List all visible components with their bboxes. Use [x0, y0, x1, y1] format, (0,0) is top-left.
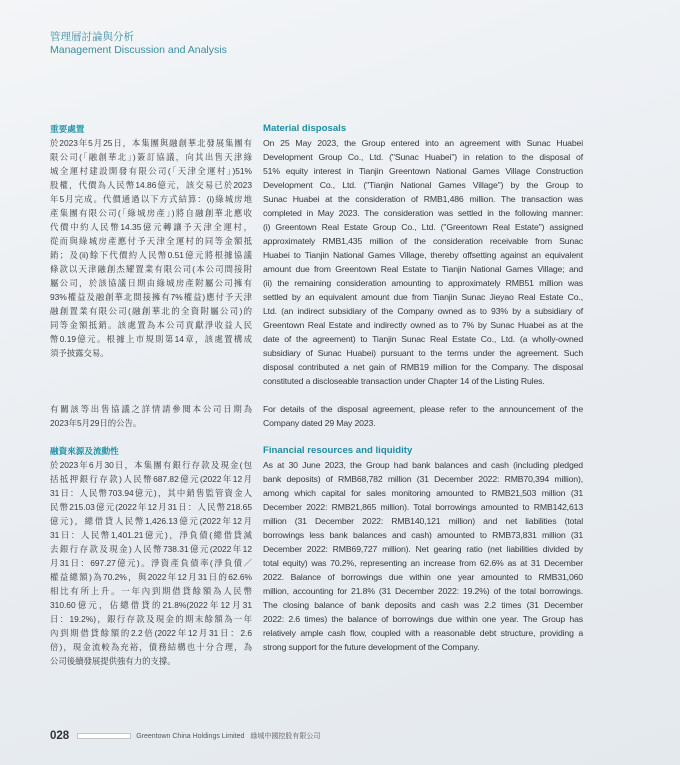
text-line: total equity) was 70.2%, representing an increase from 62.6% as at 31 December	[263, 558, 583, 568]
text-line: 2022: 2.6 times) the balance of borrowings due within one year. The Group has	[263, 614, 583, 624]
text-line: settled by an equivalent amount due from Tianjin Sunac Jieyao Real Estate Co.,	[263, 292, 583, 302]
text-line: 31日：人民幣1,401.21億元)，淨負債(總借貸減	[50, 530, 252, 540]
page-footer	[50, 729, 320, 743]
page-number: 028	[50, 730, 70, 742]
text-line: 2022. Balance of borrowings due within one year amounted to RMB31,060	[263, 572, 583, 582]
details-en	[263, 402, 583, 430]
section-heading: 融資來源及流動性	[50, 446, 119, 456]
text-line: Sunac Huabei at the consideration of RMB1,486 million. The transaction was	[263, 194, 583, 204]
text-line: 公司後續發展提供強有力的支撐。	[50, 656, 176, 666]
text-line: 括抵押銀行存款)人民幣687.82億元(2022年12月	[50, 474, 252, 484]
text-line: 同等金額抵銷。該處置為本公司貢獻淨收益人民	[50, 320, 252, 330]
text-line: 從而與綠城房產應付予天津全運村的同等金額抵	[50, 236, 252, 246]
paragraph	[263, 402, 583, 430]
text-line: On 25 May 2023, the Group entered into an agreement with Sunac Huabei	[263, 138, 583, 148]
text-line: 月31日：697.27億元)。淨資產負債率(淨負債／	[50, 558, 252, 568]
text-line: The closing balance of bank deposits and cash was 2.2 times (31 December	[263, 600, 583, 610]
text-line: among which capital for sales monitoring amounted to RMB21,503 million (31	[263, 488, 583, 498]
paragraph	[50, 402, 252, 430]
text-line: 股權，代價為人民幣14.86億元，該交易已於2023	[50, 180, 252, 190]
header-title-en: Management Discussion and Analysis	[50, 44, 227, 56]
section-heading: Material disposals	[263, 123, 347, 134]
text-line: 權益總額)為70.2%，與2022年12月31日的62.6%	[50, 572, 252, 582]
text-line: million (31 December 2022: RMB140,121 million) and net liabilities (total	[263, 516, 583, 526]
text-line: 代價中約人民幣14.35億元轉讓予天津全運村，	[50, 222, 252, 232]
text-line: 億元)，總借貸人民幣1,426.13億元(2022年12月	[50, 516, 252, 526]
text-line: 93%權益及融創華北間接擁有7%權益)應付予天津	[50, 292, 252, 302]
text-line: Company dated 29 May 2023.	[263, 418, 376, 428]
text-line: December 2022: RMB69,727 million). Net gearing ratio (net liabilities divided by	[263, 544, 583, 554]
text-line: 產集團有限公司(「綠城房產」)將自融創華北應收	[50, 208, 252, 218]
text-line: disposal contributed a net gain of RMB19 million for the Company. The disposal	[263, 362, 583, 372]
text-line: 有關該等出售協議之詳情請參閱本公司日期為	[50, 404, 252, 414]
disposal-zh	[50, 122, 252, 360]
details-zh	[50, 402, 252, 430]
text-line: For details of the disposal agreement, please refer to the announcement of the	[263, 404, 583, 414]
section-heading: Financial resources and liquidity	[263, 445, 413, 456]
text-line: 須予披露交易。	[50, 348, 109, 358]
text-line: (i) Greentown Real Estate Group Co., Ltd. ("Greentown Real Estate") assigned	[263, 222, 583, 232]
text-line: million, accounting for 21.8% (31 December 2022: 19.2%) of the total borrowings.	[263, 586, 583, 596]
running-header	[50, 31, 227, 57]
text-line: Development Co., Ltd. ("Tianjin National Games Village") by the Group to	[263, 180, 583, 190]
text-line: amount due from Greentown Real Estate to Tianjin National Games Village; and	[263, 264, 583, 274]
text-line: 民幣215.03億元(2022年12月31日：人民幣218.65	[50, 502, 252, 512]
text-line: 限公司(「融創華北」)簽訂協議，向其出售天津綠	[50, 152, 252, 162]
text-line: December 2022: RMB21,865 million). Total borrowings amounted to RMB142,613	[263, 502, 583, 512]
text-line: 2023年5月29日的公告。	[50, 418, 142, 428]
company-name-en: Greentown China Holdings Limited	[136, 732, 245, 740]
financing-zh	[50, 444, 252, 668]
text-line: 融創置業有限公司(融創華北的全資附屬公司)的	[50, 306, 252, 316]
text-line: constituted a discloseable transaction under Chapter 14 of the Listing Rules.	[263, 376, 545, 386]
text-line: Greentown Real Estate and indirectly owned as to 7% by Sunac Huabei as at the	[263, 320, 583, 330]
text-line: 年5月完成。代價通過以下方式結算：(i)綠城房地	[50, 194, 252, 204]
text-line: Development Group Co., Ltd. ("Sunac Huabei") in relation to the disposal of	[263, 152, 583, 162]
text-line: strong support for the future development of the Company.	[263, 642, 480, 652]
text-line: 去銀行存款及現金)人民幣738.31億元(2022年12	[50, 544, 252, 554]
company-name-zh: 綠城中國控股有限公司	[250, 733, 321, 740]
text-line: relatively ample cash flow, coupled with a reasonable debt structure, providing a	[263, 628, 583, 638]
disposal-en	[263, 122, 583, 388]
text-line: 相比有所上升。一年內到期借貸餘額為人民幣	[50, 586, 252, 596]
text-line: 幣0.19億元。根據上市規則第14章，該處置構成	[50, 334, 252, 344]
section-heading: 重要處置	[50, 124, 85, 134]
text-line: borrowings less bank balances and cash) amounted to RMB73,831 million (31	[263, 530, 583, 540]
text-line: 屬公司，於該協議日期由綠城房產附屬公司擁有	[50, 278, 252, 288]
text-line: 51% equity interest in Tianjin Greentown National Games Village Construction	[263, 166, 583, 176]
text-line: date of the agreement) to Tianjin Sunac Real Estate Co., Ltd. (a wholly-owned	[263, 334, 583, 344]
text-line: 城全運村建設開發有限公司(「天津全運村」)51%	[50, 166, 252, 176]
footer-bar-divider	[77, 733, 131, 739]
text-line: Huabei to Tianjin National Games Village, thereby offsetting against an equivalent	[263, 250, 583, 260]
paragraph	[263, 458, 583, 654]
text-line: 條款以天津融創杰耀置業有限公司(本公司間接附	[50, 264, 252, 274]
header-title-zh: 管理層討論與分析	[50, 31, 134, 43]
text-line: approximately RMB1,435 million of the consideration receivable from Sunac	[263, 236, 583, 246]
text-line: bank deposits) of RMB68,782 million (31 December 2022: RMB70,394 million),	[263, 474, 583, 484]
text-line: As at 30 June 2023, the Group had bank balances and cash (including pledged	[263, 460, 583, 470]
text-line: 日：19.2%)，銀行存款及現金的期末餘額為一年	[50, 614, 252, 624]
text-line: 於2023年5月25日，本集團與融創華北發展集團有	[50, 138, 252, 148]
paragraph	[263, 136, 583, 388]
text-line: subsidiary of Sunac Huabei) pursuant to the terms under the agreement. Such	[263, 348, 583, 358]
text-line: 31日：人民幣703.94億元)，其中銷售監管資金人	[50, 488, 252, 498]
paragraph	[50, 136, 252, 360]
text-line: 於2023年6月30日，本集團有銀行存款及現金(包	[50, 460, 252, 470]
text-line: 內到期借貸餘額的2.2倍(2022年12月31日：2.6	[50, 628, 252, 638]
text-line: 310.60億元，佔總借貸的21.8%(2022年12月31	[50, 600, 252, 610]
text-line: (ii) the remaining consideration amounting to approximately RMB51 million was	[263, 278, 583, 288]
text-line: Ltd. (an indirect subsidiary of the Company owned as to 93% by a subsidiary of	[263, 306, 583, 316]
text-line: completed in May 2023. The consideration was settled in the following manner:	[263, 208, 583, 218]
financing-en	[263, 444, 583, 654]
text-line: 倍)，現金流較為充裕，債務結構也十分合理，為	[50, 642, 252, 652]
paragraph	[50, 458, 252, 668]
text-line: 銷；及(ii)餘下代價約人民幣0.51億元將根據協議	[50, 250, 252, 260]
